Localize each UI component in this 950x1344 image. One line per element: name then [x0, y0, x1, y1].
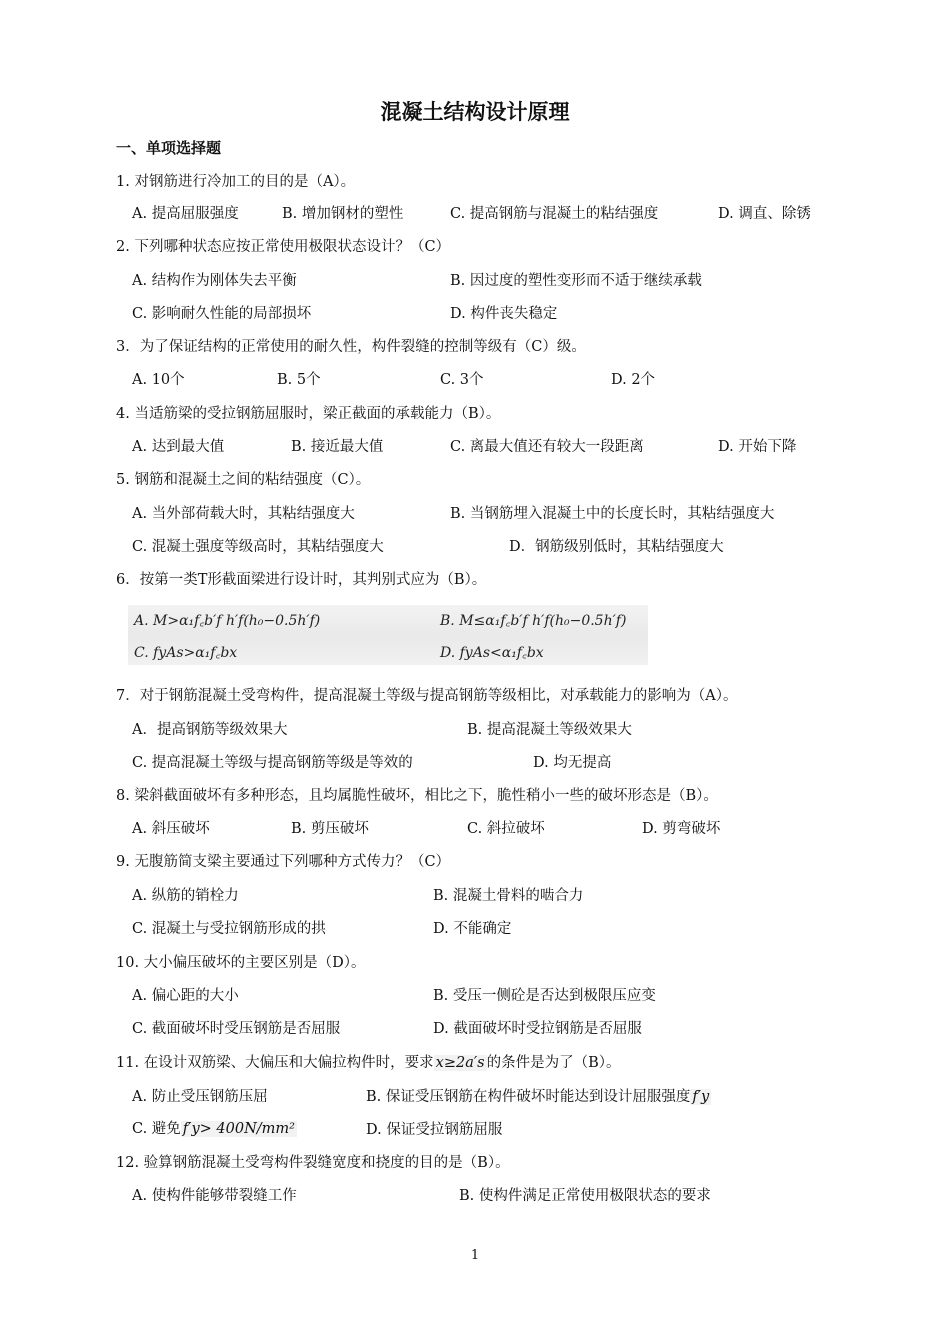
q1-option-b: B. 增加钢材的塑性: [282, 206, 404, 222]
question-10-stem: 10. 大小偏压破坏的主要区别是（D）。: [116, 955, 366, 971]
q9-option-c: C. 混凝土与受拉钢筋形成的拱: [132, 921, 326, 937]
q4-option-c: C. 离最大值还有较大一段距离: [450, 439, 644, 455]
q7-option-d: D. 均无提高: [533, 755, 612, 771]
q6-option-b: B. M≤α₁f꜀b′f h′f(h₀−0.5h′f): [440, 613, 627, 629]
question-12-stem: 12. 验算钢筋混凝土受弯构件裂缝宽度和挠度的目的是（B）。: [116, 1155, 510, 1171]
q10-option-d: D. 截面破坏时受拉钢筋是否屈服: [433, 1021, 642, 1037]
q11-math-condition: x≥2a′s: [435, 1055, 485, 1071]
question-6-stem: 6．按第一类T形截面梁进行设计时，其判别式应为（B）。: [116, 572, 487, 588]
q10-option-c: C. 截面破坏时受压钢筋是否屈服: [132, 1021, 341, 1037]
q11-option-d: D. 保证受拉钢筋屈服: [366, 1122, 503, 1138]
q2-option-b: B. 因过度的塑性变形而不适于继续承载: [450, 273, 702, 289]
q9-option-b: B. 混凝土骨料的啮合力: [433, 888, 584, 904]
q6-option-a: A. M>α₁f꜀b′f h′f(h₀−0.5h′f): [134, 613, 321, 629]
document-title: 混凝土结构设计原理: [380, 100, 570, 124]
q8-option-c: C. 斜拉破坏: [467, 821, 545, 837]
q2-option-c: C. 影响耐久性能的局部损坏: [132, 306, 312, 322]
q5-option-a: A. 当外部荷载大时，其粘结强度大: [132, 506, 355, 522]
question-4-stem: 4. 当适筋梁的受拉钢筋屈服时，梁正截面的承载能力（B）。: [116, 406, 501, 422]
q10-option-a: A. 偏心距的大小: [132, 988, 239, 1004]
q3-option-a: A. 10个: [132, 372, 185, 388]
q9-option-d: D. 不能确定: [433, 921, 512, 937]
formula-image: [128, 605, 648, 665]
q11-option-c-text: C. 避免: [132, 1121, 181, 1137]
question-9-stem: 9. 无腹筋简支梁主要通过下列哪种方式传力？（C）: [116, 854, 451, 870]
q11-option-b-text: B. 保证受压钢筋在构件破坏时能达到设计屈服强度: [366, 1089, 691, 1105]
q11-option-b: [366, 1087, 711, 1107]
q11-option-c: [132, 1119, 297, 1139]
q8-option-a: A. 斜压破坏: [132, 821, 210, 837]
page-number: 1: [470, 1248, 480, 1263]
q8-option-d: D. 剪弯破坏: [642, 821, 721, 837]
question-1-stem: 1. 对钢筋进行冷加工的目的是（A）。: [116, 174, 356, 190]
q12-option-a: A. 使构件能够带裂缝工作: [132, 1188, 297, 1204]
q6-option-c: C. fyAs>α₁f꜀bx: [134, 645, 238, 661]
q8-option-b: B. 剪压破坏: [291, 821, 369, 837]
q5-option-c: C. 混凝土强度等级高时，其粘结强度大: [132, 539, 384, 555]
q7-option-c: C. 提高混凝土等级与提高钢筋等级是等效的: [132, 755, 413, 771]
q4-option-a: A. 达到最大值: [132, 439, 225, 455]
question-5-stem: 5. 钢筋和混凝土之间的粘结强度（C）。: [116, 472, 371, 488]
question-3-stem: 3．为了保证结构的正常使用的耐久性，构件裂缝的控制等级有（C）级。: [116, 339, 586, 355]
question-2-stem: 2. 下列哪种状态应按正常使用极限状态设计？（C）: [116, 239, 451, 255]
q1-option-d: D. 调直、除锈: [718, 206, 811, 222]
q7-option-b: B. 提高混凝土等级效果大: [467, 722, 632, 738]
q2-option-d: D. 构件丧失稳定: [450, 306, 558, 322]
q4-option-d: D. 开始下降: [718, 439, 797, 455]
q3-option-d: D. 2个: [611, 372, 656, 388]
q6-option-d: D. fyAs<α₁f꜀bx: [440, 645, 544, 661]
q1-option-a: A. 提高屈服强度: [132, 206, 239, 222]
q3-option-c: C. 3个: [440, 372, 484, 388]
question-8-stem: 8. 梁斜截面破坏有多种形态，且均属脆性破坏，相比之下，脆性稍小一些的破坏形态是（B）。: [116, 788, 718, 804]
q5-option-d: D．钢筋级别低时，其粘结强度大: [509, 539, 724, 555]
q9-option-a: A. 纵筋的销栓力: [132, 888, 239, 904]
q11-stem-start: 11. 在设计双筋梁、大偏压和大偏拉构件时，要求: [116, 1055, 434, 1071]
q7-option-a: A．提高钢筋等级效果大: [132, 722, 288, 738]
q4-option-b: B. 接近最大值: [291, 439, 384, 455]
q11-stem-end: 的条件是为了（B）。: [486, 1055, 621, 1071]
q2-option-a: A. 结构作为刚体失去平衡: [132, 273, 297, 289]
q10-option-b: B. 受压一侧砼是否达到极限压应变: [433, 988, 656, 1004]
section-heading: 一、单项选择题: [116, 139, 222, 157]
q11-option-c-math: f′y> 400N/mm²: [182, 1121, 295, 1137]
q3-option-b: B. 5个: [277, 372, 321, 388]
q12-option-b: B. 使构件满足正常使用极限状态的要求: [459, 1188, 711, 1204]
q1-option-c: C. 提高钢筋与混凝土的粘结强度: [450, 206, 659, 222]
q11-option-a: A. 防止受压钢筋压屈: [132, 1089, 268, 1105]
question-7-stem: 7．对于钢筋混凝土受弯构件，提高混凝土等级与提高钢筋等级相比，对承载能力的影响为（A）。: [116, 688, 738, 704]
question-11-stem: [116, 1053, 621, 1073]
q11-option-b-math: f′y: [692, 1089, 710, 1105]
q5-option-b: B. 当钢筋埋入混凝土中的长度长时，其粘结强度大: [450, 506, 775, 522]
